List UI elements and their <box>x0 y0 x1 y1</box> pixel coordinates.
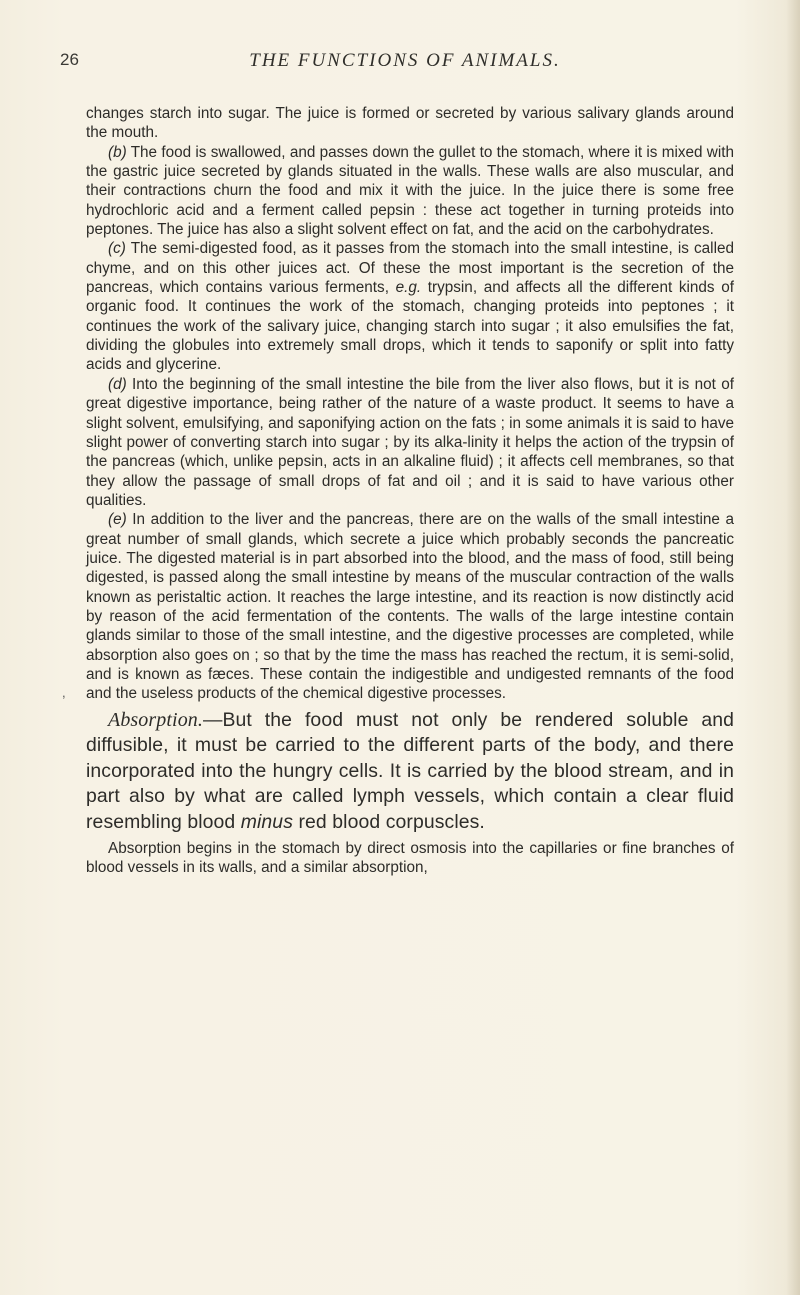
paragraph-b <box>86 143 734 240</box>
paragraph-e-text: In addition to the liver and the pancreas, there are on the walls of the small intestine a great number of small glands, which secrete a juice which probably seconds the pancreatic juice. The digested material is in part absorbed into the blood, and the mass of food, still being digested, is passed along the small intestine by means of the muscular contraction of the walls known as peristaltic action. It reaches the large intestine, and its reaction is now distinctly acid by reason of the acid fermentation of the contents. The walls of the large intestine contain glands similar to those of the small intestine, and the digestive processes are completed, while absorption also goes on ; so that by the time the mass has reached the rectum, it is semi-solid, and is known as fæces. These contain the indigestible and undigested remnants of the food and the useless products of the chemical digestive processes. <box>86 511 734 703</box>
paragraph-c <box>86 239 734 374</box>
absorption-heading: Absorption. <box>108 708 203 731</box>
absorption-text-a: —But the food must not only be rendered soluble and diffusible, it must be carried to the different parts of the body, and there incorporated into the hungry cells. It is carried by the blood stream, and in part also by what are called lymph vessels, which contain a clear fluid resembling blood <box>86 708 734 834</box>
paragraph-absorption-detail: Absorption begins in the stomach by direct osmosis into the capillaries or fine branches of blood vessels in its walls, and a similar absorption, <box>86 839 734 876</box>
paragraph-absorption <box>86 708 734 836</box>
paragraph-e <box>86 510 734 703</box>
body-text <box>86 104 734 877</box>
absorption-text-b: red blood corpuscles. <box>293 811 485 834</box>
absorption-minus: minus <box>240 811 293 834</box>
margin-mark: , <box>62 685 66 700</box>
paragraph-d-text: Into the beginning of the small intestine the bile from the liver also flows, but it is not of great digestive importance, being rather of the nature of a waste product. It seems to have a slight solvent, emulsifying, and saponifying action on the fats ; in some animals it is said to have slight power of converting starch into sugar ; by its alka-linity it helps the action of the trypsin of the pancreas (which, unlike pepsin, acts in an alkaline fluid) ; it affects cell membranes, so that they allow the passage of small drops of fat and oil ; and it is said to have various other qualities. <box>86 375 734 509</box>
paragraph-c-eg: e.g. <box>395 279 422 297</box>
paragraph-e-marker: (e) <box>108 511 127 529</box>
paragraph-d-marker: (d) <box>108 375 127 393</box>
page-header <box>60 50 750 76</box>
running-head: THE FUNCTIONS OF ANIMALS. <box>249 50 561 71</box>
paragraph-continuation: changes starch into sugar. The juice is formed or secreted by various salivary glands around the mouth. <box>86 105 734 142</box>
paragraph-b-text: The food is swallowed, and passes down the gullet to the stomach, where it is mixed with the gastric juice secreted by glands situated in the walls. These walls are also muscular, and their contractions churn the food and mix it with the juice. In the juice there is some free hydrochloric acid and a ferment called pepsin : these act together in turning proteids into peptones. The juice has also a slight solvent effect on fat, and the acid on the carbohydrates. <box>86 143 734 239</box>
paragraph-b-marker: (b) <box>108 143 127 161</box>
paragraph-c-text-a: The semi-digested food, as it passes from the stomach into the small intestine, is called chyme, and on this other juices act. Of these the most important is the secretion of the pancreas, which contains various ferments, <box>86 240 734 297</box>
page-number: 26 <box>60 50 79 69</box>
paragraph-d <box>86 375 734 510</box>
paragraph-c-text-b: trypsin, and affects all the different kinds of organic food. It continues the work of the stomach, changing proteids into peptones ; it continues the work of the salivary juice, changing starch into sugar ; it also emulsifies the fat, dividing the globules into extremely small drops, which it tends to saponify or split into fatty acids and glycerine. <box>86 279 734 374</box>
paragraph-c-marker: (c) <box>108 240 126 258</box>
page-edge-shadow <box>786 0 800 1295</box>
